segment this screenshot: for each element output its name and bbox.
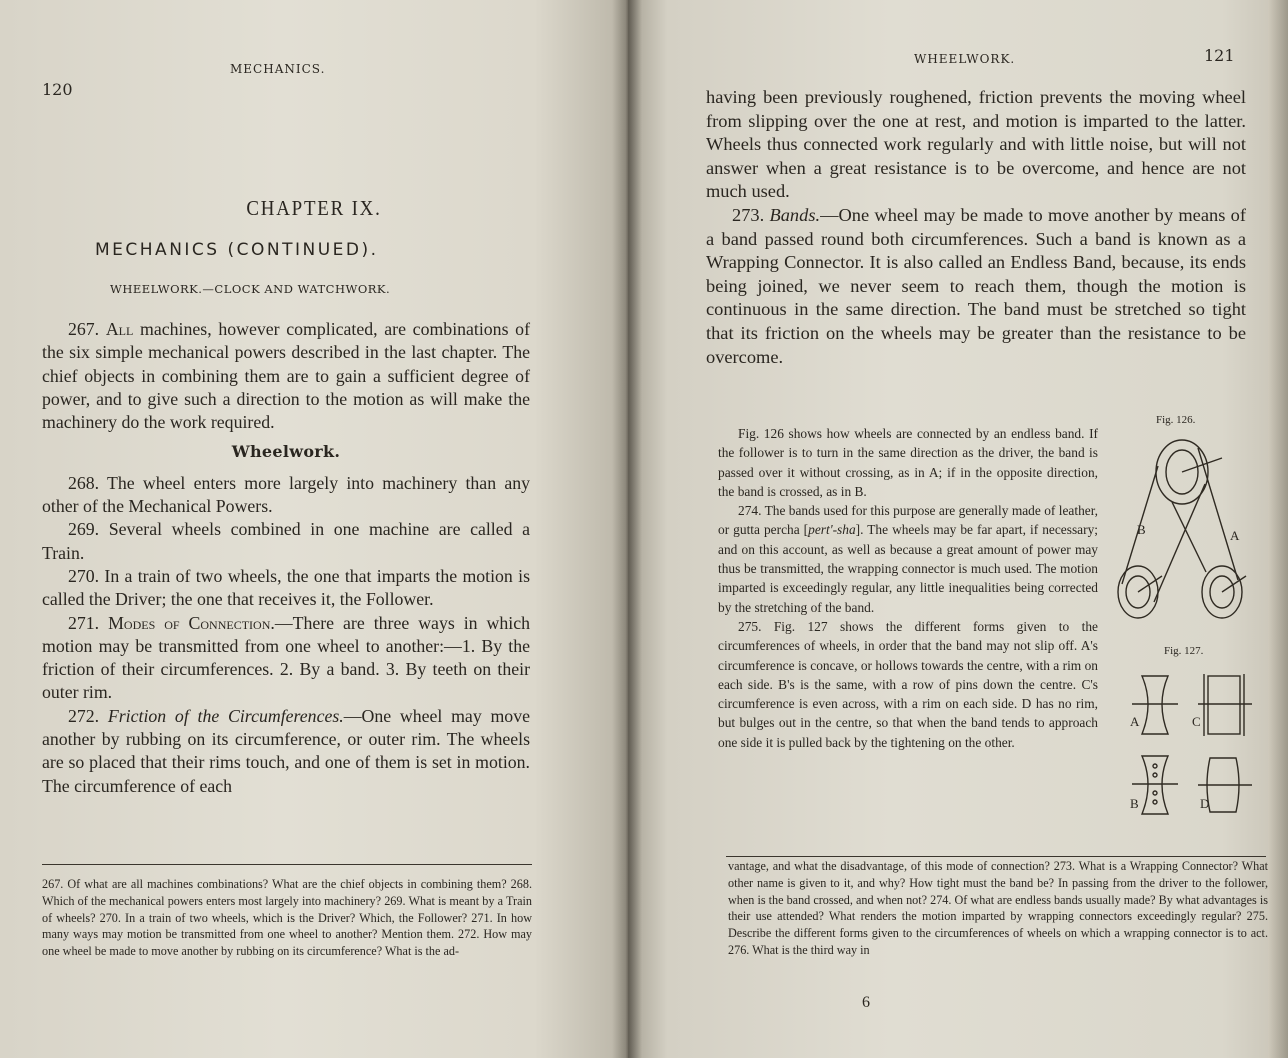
left-body-text bbox=[42, 318, 530, 798]
paragraph-text: 274. The bands used for this purpose are generally made of leather, or gutta percha [ bbox=[718, 503, 1098, 538]
left-page bbox=[0, 0, 628, 1058]
paragraph-text: —There are three ways in which motion may be transmitted from one wheel to another:—1. By the friction of their circumferences. 2. By a band. 3. By teeth on their outer rim. bbox=[42, 612, 530, 703]
page-edge bbox=[1268, 0, 1288, 1058]
fig126-description: Fig. 126 shows how wheels are connected by an endless band. If the follower is to turn in the same direction as the driver, the band is passed over it without crossing, as in A; if in the opposite direction, the band is crossed, as in B. bbox=[718, 426, 1098, 499]
chapter-title: CHAPTER IX. bbox=[246, 196, 382, 220]
fig126-caption: Fig. 126. bbox=[1156, 414, 1196, 426]
paragraph-268: 268. The wheel enters more largely into machinery than any other of the Mechanical Powers. bbox=[42, 472, 530, 517]
fig126-label-a: A bbox=[1230, 528, 1240, 543]
running-head-right: WHEELWORK. bbox=[914, 52, 1016, 66]
fig126-label-b: B bbox=[1137, 522, 1146, 537]
book-gutter bbox=[612, 0, 642, 1058]
paragraph-continued: having been previously roughened, friction prevents the moving wheel from slipping over the one at rest, and motion is imparted to the latter. Wheels thus connected work regularly and with little noise, but will not answer when a great resistance is to be overcome, and hence are not much used. bbox=[706, 87, 1246, 202]
paragraph-number: 267. bbox=[68, 319, 100, 339]
signature-mark: 6 bbox=[862, 994, 870, 1011]
paragraph-number: 271. bbox=[68, 612, 100, 633]
lead-phrase: Bands. bbox=[769, 204, 821, 225]
paragraph-number: 273. bbox=[732, 204, 765, 225]
paragraph-267 bbox=[42, 318, 530, 434]
paragraph-275: 275. Fig. 127 shows the different forms given to the circumferences of wheels, in order that the band may not slip off. A's circumference is concave, or hollows towards the centre, with a rim on each side. B's is the same, with a row of pins down the centre. C's circumference is even across, with a rim on each side. D has no rim, but bulges out in the centre, so that when the band tends to approach one side it is pulled back by the tightening on the other. bbox=[718, 618, 1098, 750]
page-number: 120 bbox=[42, 80, 73, 99]
chapter-subtitle: MECHANICS (CONTINUED). bbox=[95, 240, 379, 260]
right-body-text bbox=[706, 86, 1246, 369]
paragraph-269: 269. Several wheels combined in one machine are called a Train. bbox=[42, 519, 530, 563]
paragraph-274 bbox=[718, 501, 1098, 617]
paragraph-text: machines, however complicated, are combinations of the six simple mechanical powers described in the last chapter. The chief objects in combining them are to gain a sufficient degree of power, and to give such a direction to the motion as will make the machinery do the work required. bbox=[42, 319, 530, 433]
paragraph-text: —One wheel may be made to move another by means of a band passed round both circumferences. Such a band is known as a Wrapping Connector. It is also called an Endless Band, because, its ends being joined, we never seem to reach them, though the motion is continuous in the same direction. The band must be stretched so tight that its friction on the wheels may be greater than the resistance to be overcome. bbox=[706, 204, 1246, 367]
lead-phrase: Modes of Connection. bbox=[108, 612, 275, 633]
pronunciation: pert'-sha bbox=[808, 522, 856, 538]
fig127-label-c: C bbox=[1192, 714, 1201, 729]
paragraph-text: —One wheel may move another by rubbing on its circumference, or outer rim. The wheels are so placed that their rims touch, and one of them is set in motion. The circumference of each bbox=[42, 705, 530, 796]
paragraph-text: ]. The wheels may be far apart, if necessary; and on this account, as well as because a great amount of power may thus be transmitted, the wrapping connector is much used. The motion imparted is exceedingly regular, any little inequalities being corrected by the stretching of the band. bbox=[718, 522, 1098, 615]
footnote-divider bbox=[42, 864, 532, 865]
fig127-label-a: A bbox=[1130, 714, 1140, 729]
paragraph-273 bbox=[706, 204, 1246, 369]
footnote-divider-right bbox=[726, 856, 1266, 857]
running-head: MECHANICS. bbox=[230, 62, 326, 76]
section-heading: Wheelwork. bbox=[231, 442, 341, 462]
fig127-label-b: B bbox=[1130, 796, 1139, 811]
page-number-right: 121 bbox=[1204, 46, 1235, 65]
paragraph-272 bbox=[42, 705, 530, 798]
footnote-questions: 267. Of what are all machines combinations? What are the chief objects in combining them? 268. Which of the mechanical powers enters most largely into machinery? 269. What is meant by a Train of wheels? 270. In a train of two wheels, which is the Driver? Which, the Follower? 271. In how many ways may motion be transmitted from one wheel to another? Mention them. 272. How may one wheel be made to move another by rubbing on its circumference? What is the ad- bbox=[42, 877, 532, 959]
paragraph-271 bbox=[42, 612, 530, 705]
paragraph-number: 272. bbox=[68, 705, 100, 726]
fig127-caption: Fig. 127. bbox=[1164, 645, 1204, 657]
small-print-text bbox=[718, 424, 1098, 752]
lead-phrase: Friction of the Circumferences. bbox=[107, 705, 344, 726]
section-topics: WHEELWORK.—CLOCK AND WATCHWORK. bbox=[110, 282, 391, 296]
fig127-label-d: D bbox=[1200, 796, 1210, 811]
paragraph-270: 270. In a train of two wheels, the one that imparts the motion is called the Driver; the one that receives it, the Follower. bbox=[42, 565, 530, 610]
lead-word: All bbox=[105, 319, 134, 339]
footnote-questions-right: vantage, and what the disadvantage, of this mode of connection? 273. What is a Wrapping Connector? What other name is given to it, and why? How tight must the band be? In passing from the driver to the follower, when is the band crossed, and when not? 274. Of what are endless bands usually made? By what advantages is their use attended? What renders the motion imparted by wrapping connectors exceedingly regular? 275. Describe the different forms given to the circumferences of wheels on which a wrapping connector is to act. 276. What is the third way in bbox=[728, 859, 1268, 957]
fig127-wheel-rim-forms-illustration bbox=[1128, 664, 1258, 834]
